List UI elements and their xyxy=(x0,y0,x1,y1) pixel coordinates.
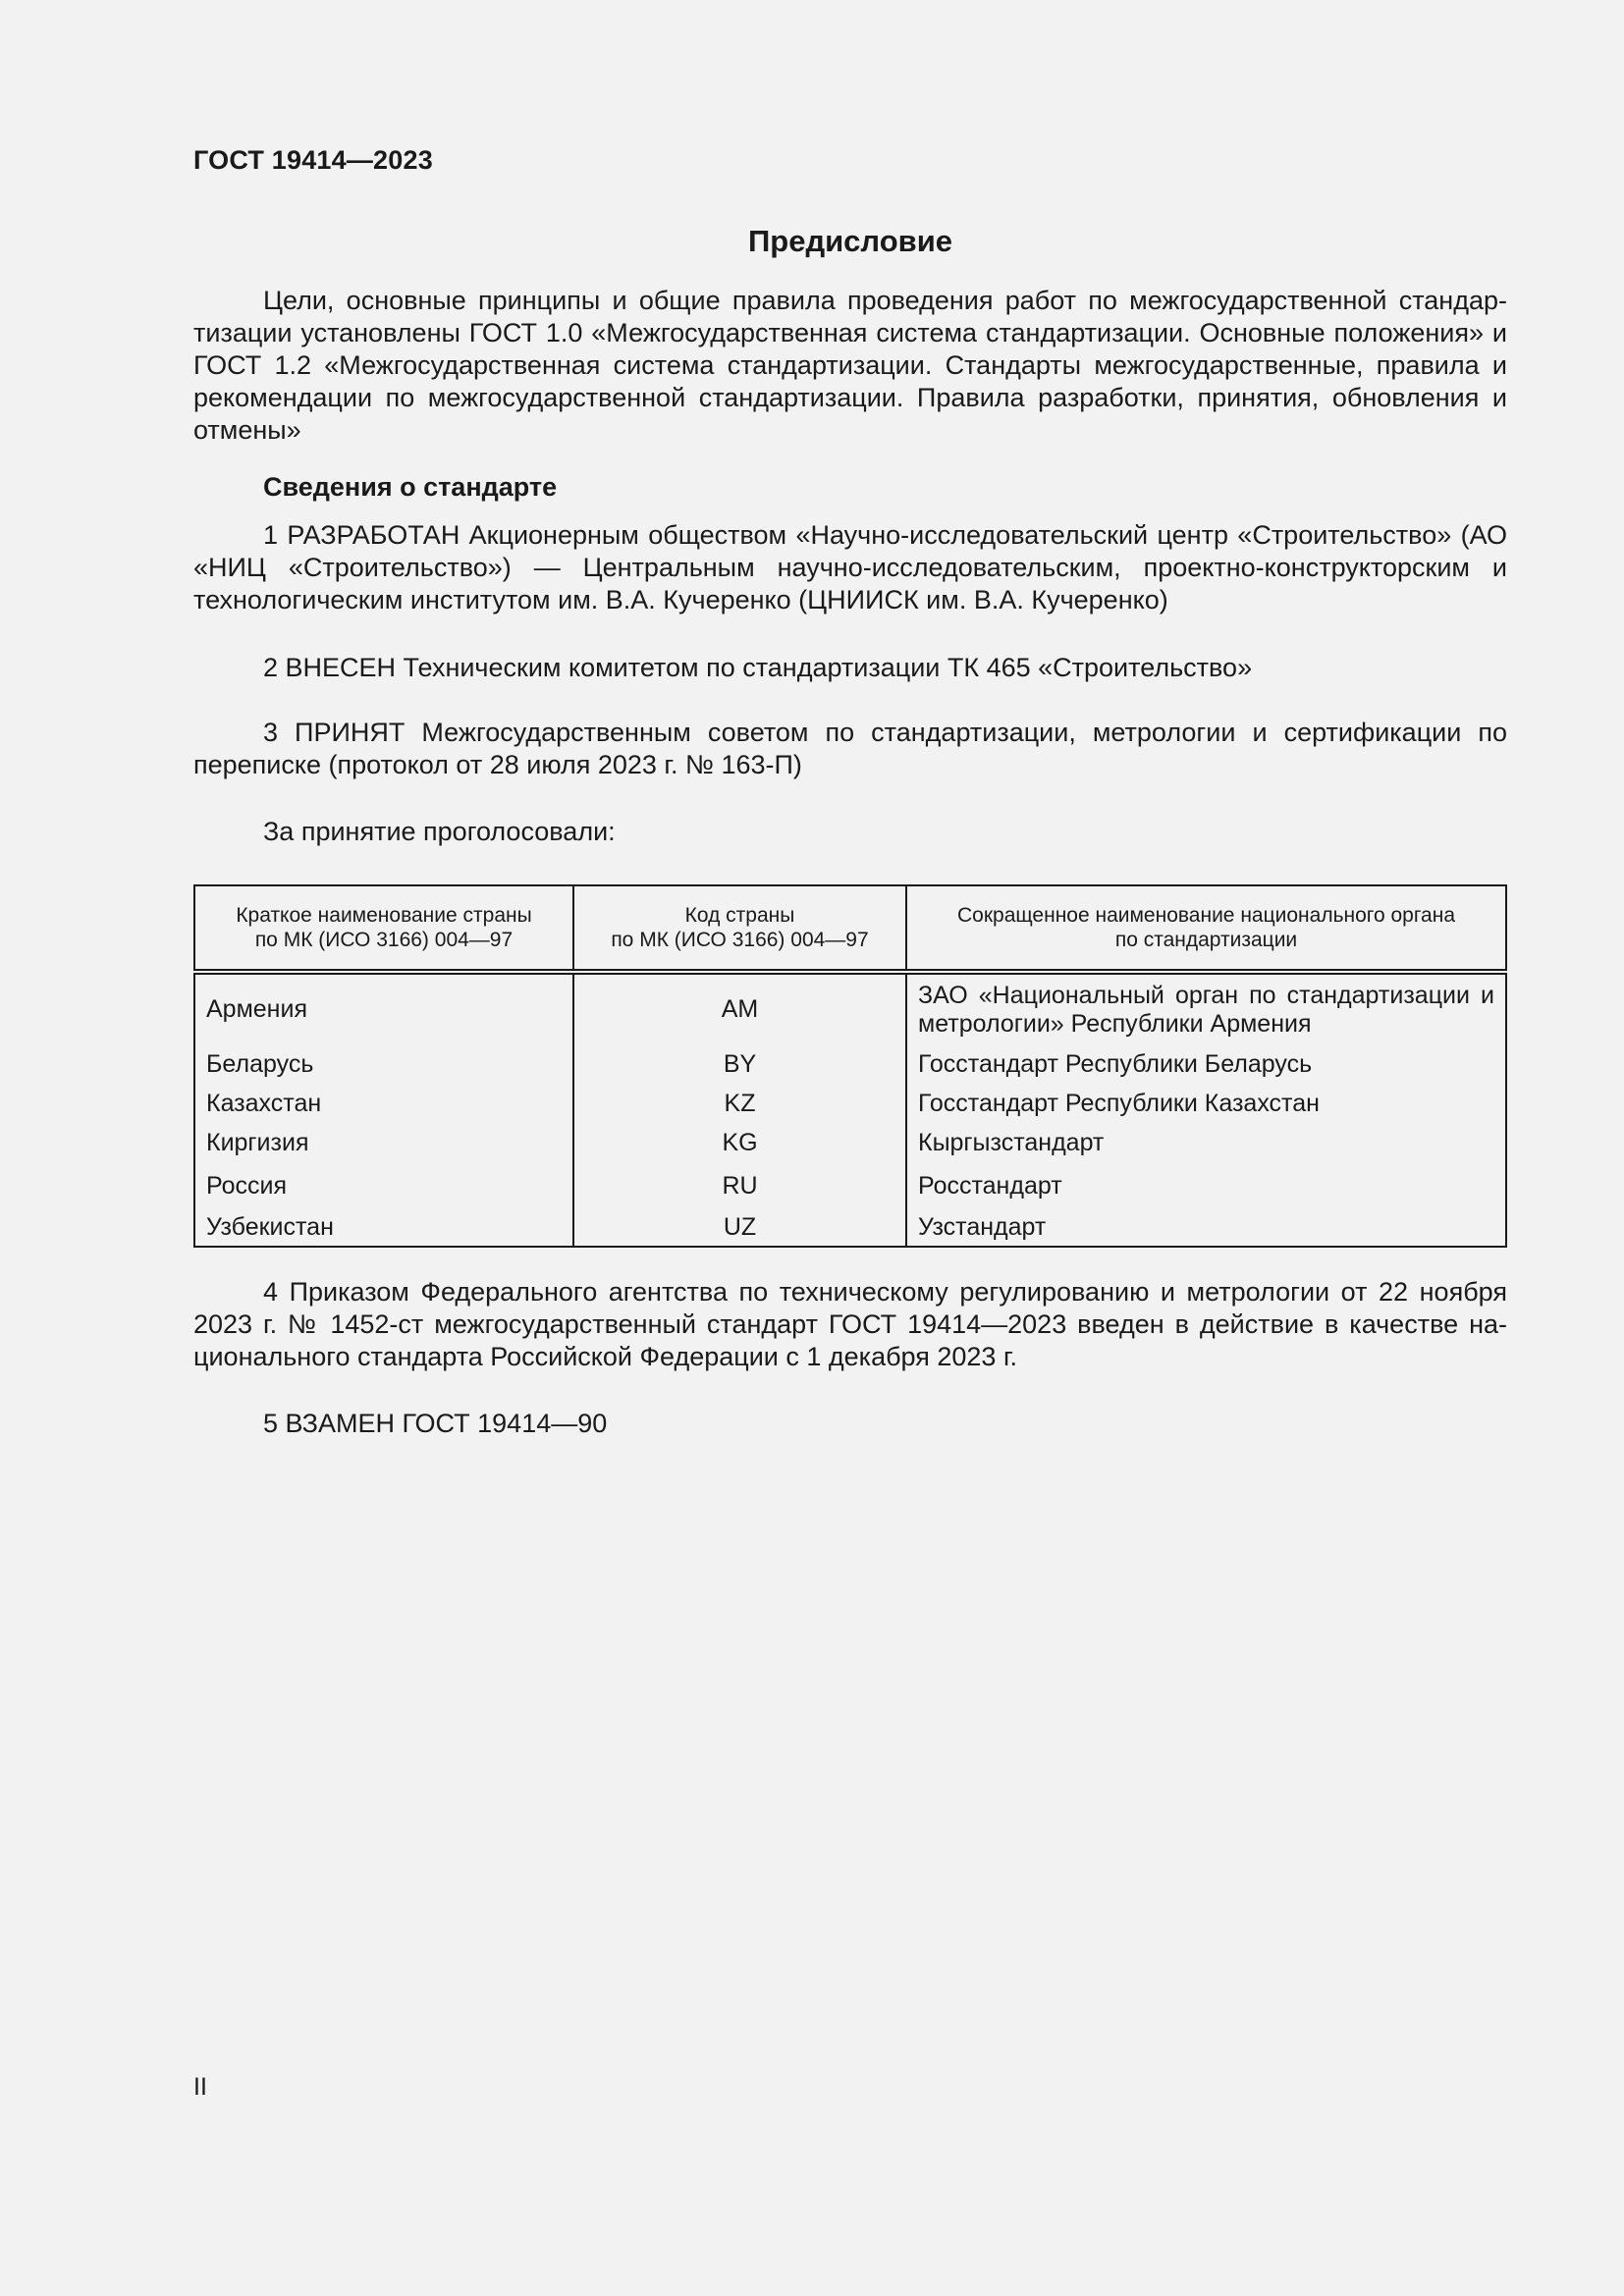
page-number: II xyxy=(193,2073,207,2101)
cell-standards-body: Кыргызстандарт xyxy=(918,1128,1105,1156)
table-row xyxy=(194,1209,1506,1247)
cell-standards-body: Узстандарт xyxy=(918,1213,1047,1241)
voted-label: За принятие проголосовали: xyxy=(263,817,616,846)
header-country-code: Код страны по МК (ИСО 3166) 004—97 xyxy=(573,885,906,972)
table-row xyxy=(194,1162,1506,1209)
cell-country: Киргизия xyxy=(194,1123,573,1162)
cell-code: RU xyxy=(573,1162,906,1209)
cell-standards-body: Госстандарт Республики Беларусь xyxy=(918,1049,1313,1078)
cell-code: BY xyxy=(573,1044,906,1084)
table-row xyxy=(194,1123,1506,1162)
header-country-name: Краткое наименование страны по МК (ИСО 3166) 004—97 xyxy=(194,885,573,972)
cell-code: AM xyxy=(573,972,906,1044)
intro-paragraph: Цели, основные принципы и общие правила проведения работ по межгосударственной стандар-тизации установлены ГОСТ 1.0 «Межгосударственная система стандартизации. Основные положения» и ГОСТ 1.2 «Межгосударственная система стандартизации. Стандарты межгосударственные, правила и рекомендации по межгосударственной стандартизации. Правила разработки, принятия, обновления и отмены» xyxy=(193,286,1507,445)
cell-code: UZ xyxy=(573,1209,906,1247)
cell-standards-body: Росстандарт xyxy=(918,1171,1062,1200)
cell-standards-body: ЗАО «Национальный орган по стандартизации и метрологии» Республики Армения xyxy=(918,981,1494,1038)
cell-standards-body: Госстандарт Республики Казахстан xyxy=(918,1089,1320,1117)
voting-countries-table xyxy=(193,884,1507,1248)
cell-country: Узбекистан xyxy=(194,1209,573,1247)
header-standards-body: Сокращенное наименование национального органа по стандартизации xyxy=(906,885,1506,972)
table-row xyxy=(194,972,1506,1044)
cell-country: Беларусь xyxy=(194,1044,573,1084)
cell-code: KG xyxy=(573,1123,906,1162)
cell-country: Россия xyxy=(194,1162,573,1209)
item-4-order: 4 Приказом Федерального агентства по техническому регулированию и метрологии от 22 ноября 2023 г. № 1452-ст межгосударственный стандарт ГОСТ 19414—2023 введен в действие в качестве на-ционального стандарта Российской Федерации с 1 декабря 2023 г. xyxy=(193,1277,1507,1371)
item-1-developed: 1 РАЗРАБОТАН Акционерным обществом «Научно-исследовательский центр «Строительство» (АО «НИЦ «Строительство») — Центральным научно-исследовательским, проектно-конструкторским и технологическим институтом им. В.А. Кучеренко (ЦНИИСК им. В.А. Кучеренко) xyxy=(193,520,1507,614)
document-code-header: ГОСТ 19414—2023 xyxy=(193,145,433,175)
cell-code: KZ xyxy=(573,1084,906,1123)
section-heading: Сведения о стандарте xyxy=(263,472,558,502)
item-3-adopted: 3 ПРИНЯТ Межгосударственным советом по стандартизации, метрологии и сертификации по переписке (протокол от 28 июля 2023 г. № 163-П) xyxy=(193,718,1507,779)
cell-country: Армения xyxy=(194,972,573,1044)
cell-country: Казахстан xyxy=(194,1084,573,1123)
item-2-introduced: 2 ВНЕСЕН Техническим комитетом по стандартизации ТК 465 «Строительство» xyxy=(263,653,1253,682)
table-row xyxy=(194,1044,1506,1084)
table-header-row xyxy=(194,885,1506,972)
table-row xyxy=(194,1084,1506,1123)
page-title: Предисловие xyxy=(747,224,952,258)
item-5-replaces: 5 ВЗАМЕН ГОСТ 19414—90 xyxy=(263,1409,608,1438)
